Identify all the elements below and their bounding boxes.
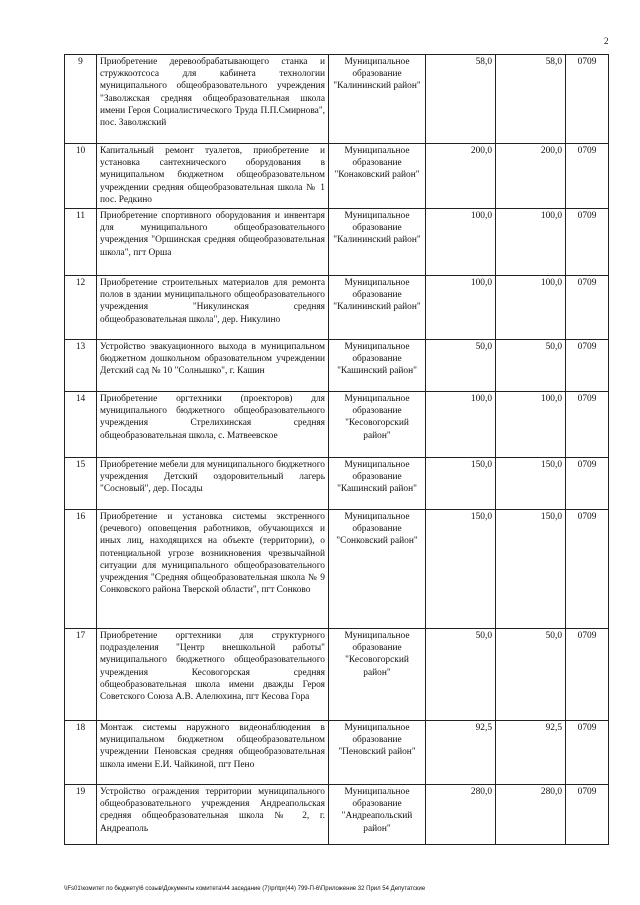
row-description: Приобретение оргтехники для структурного подразделения "Центр внешкольной работы" муниципального бюджетного общеобразовательного учреждения Кесовогорская средняя общеобразовательная школа имени дважды Героя Советского Союза А.В. Алелюхина, пгт Кесова Гора [97,629,329,721]
row-amount-2: 50,0 [496,340,566,392]
row-amount-2: 150,0 [496,510,566,629]
row-number: 14 [65,392,97,458]
row-description: Монтаж системы наружного видеонаблюдения в муниципальном бюджетном общеобразовательном учреждении Пеновская средняя общеобразовательная школа имени Е.И. Чайкиной, пгт Пено [97,721,329,785]
row-municipality: Муниципальное образование "Кашинский район" [329,458,426,510]
row-code: 0709 [566,392,609,458]
table-row [65,721,609,785]
row-code: 0709 [566,721,609,785]
row-amount-1: 92,5 [426,721,496,785]
row-description: Приобретение оргтехники (проекторов) для муниципального бюджетного общеобразовательного учреждения Стрелихинская средняя общеобразовательная школа, с. Матвеевское [97,392,329,458]
row-number: 11 [65,209,97,276]
row-amount-2: 50,0 [496,629,566,721]
table-row [65,276,609,340]
allocation-table [64,54,609,845]
table-row [65,392,609,458]
row-amount-1: 100,0 [426,276,496,340]
row-code: 0709 [566,209,609,276]
row-amount-2: 150,0 [496,458,566,510]
row-municipality: Муниципальное образование "Конаковский район" [329,144,426,209]
row-description: Приобретение мебели для муниципального бюджетного учреждения Детский оздоровительный лагерь "Сосновый", дер. Посады [97,458,329,510]
footer-file-path: \\Fs01\комитет по бюджету\6 созыв\Документы комитета\44 заседание (7)\pr\tpr(44) 799-П-6\Приложение 32 Прил 54 Депутатские [64,886,426,892]
row-municipality: Муниципальное образование "Калининский район" [329,55,426,144]
row-code: 0709 [566,510,609,629]
row-number: 9 [65,55,97,144]
row-municipality: Муниципальное образование "Кашинский район" [329,340,426,392]
row-municipality: Муниципальное образование "Кесовогорский район" [329,629,426,721]
row-amount-2: 100,0 [496,209,566,276]
row-amount-2: 100,0 [496,392,566,458]
row-amount-2: 280,0 [496,785,566,845]
row-amount-1: 50,0 [426,340,496,392]
row-municipality: Муниципальное образование "Сонковский район" [329,510,426,629]
row-description: Приобретение строительных материалов для ремонта полов в здании муниципального общеобразовательного учреждения "Никулинская средняя общеобразовательная школа", дер. Никулино [97,276,329,340]
row-amount-1: 150,0 [426,510,496,629]
row-municipality: Муниципальное образование "Калининский район" [329,209,426,276]
row-amount-1: 100,0 [426,209,496,276]
row-amount-2: 92,5 [496,721,566,785]
table-row [65,785,609,845]
row-number: 18 [65,721,97,785]
row-amount-1: 100,0 [426,392,496,458]
row-number: 16 [65,510,97,629]
row-municipality: Муниципальное образование "Калининский район" [329,276,426,340]
row-number: 10 [65,144,97,209]
row-description: Устройство эвакуационного выхода в муниципальном бюджетном дошкольном образовательном учреждении Детский сад № 10 "Солнышко", г. Кашин [97,340,329,392]
row-description: Приобретение и установка системы экстренного (речевого) оповещения работников, обучающихся и иных лиц, находящихся на объекте (территории), о потенциальной угрозе возникновения чрезвычайной ситуации для муниципального общеобразовательного учреждения "Средняя общеобразовательная школа № 9 Сонковского района Тверской области", пгт Сонково [97,510,329,629]
table-row [65,510,609,629]
row-code: 0709 [566,785,609,845]
row-number: 19 [65,785,97,845]
table-row [65,458,609,510]
row-number: 13 [65,340,97,392]
row-code: 0709 [566,55,609,144]
row-description: Приобретение деревообрабатывающего станка и стружкоотсоса для кабинета технологии муниципального общеобразовательного учреждения "Заволжская средняя общеобразовательная школа имени Героя Социалистического Труда П.П.Смирнова", пос. Заволжский [97,55,329,144]
row-amount-2: 58,0 [496,55,566,144]
row-number: 15 [65,458,97,510]
table-row [65,340,609,392]
row-municipality: Муниципальное образование "Андреапольский район" [329,785,426,845]
row-amount-1: 280,0 [426,785,496,845]
row-description: Устройство ограждения территории муниципального общеобразовательного учреждения Андреапольская средняя общеобразовательная школа № 2, г. Андреаполь [97,785,329,845]
row-amount-1: 150,0 [426,458,496,510]
row-municipality: Муниципальное образование "Пеновский район" [329,721,426,785]
table-row [65,629,609,721]
row-amount-2: 100,0 [496,276,566,340]
row-amount-1: 50,0 [426,629,496,721]
row-municipality: Муниципальное образование "Кесовогорский район" [329,392,426,458]
row-code: 0709 [566,340,609,392]
row-code: 0709 [566,458,609,510]
table-row [65,55,609,144]
row-number: 12 [65,276,97,340]
table-row [65,144,609,209]
row-code: 0709 [566,144,609,209]
row-code: 0709 [566,629,609,721]
row-code: 0709 [566,276,609,340]
page-number: 2 [604,36,609,46]
table-row [65,209,609,276]
row-amount-1: 58,0 [426,55,496,144]
row-amount-2: 200,0 [496,144,566,209]
row-number: 17 [65,629,97,721]
row-description: Капитальный ремонт туалетов, приобретение и установка сантехнического оборудования в муниципальном бюджетном общеобразовательном учреждении средняя общеобразовательная школа № 1 пос. Редкино [97,144,329,209]
row-amount-1: 200,0 [426,144,496,209]
row-description: Приобретение спортивного оборудования и инвентаря для муниципального общеобразовательного учреждения "Оршинская средняя общеобразовательная школа", пгт Орша [97,209,329,276]
